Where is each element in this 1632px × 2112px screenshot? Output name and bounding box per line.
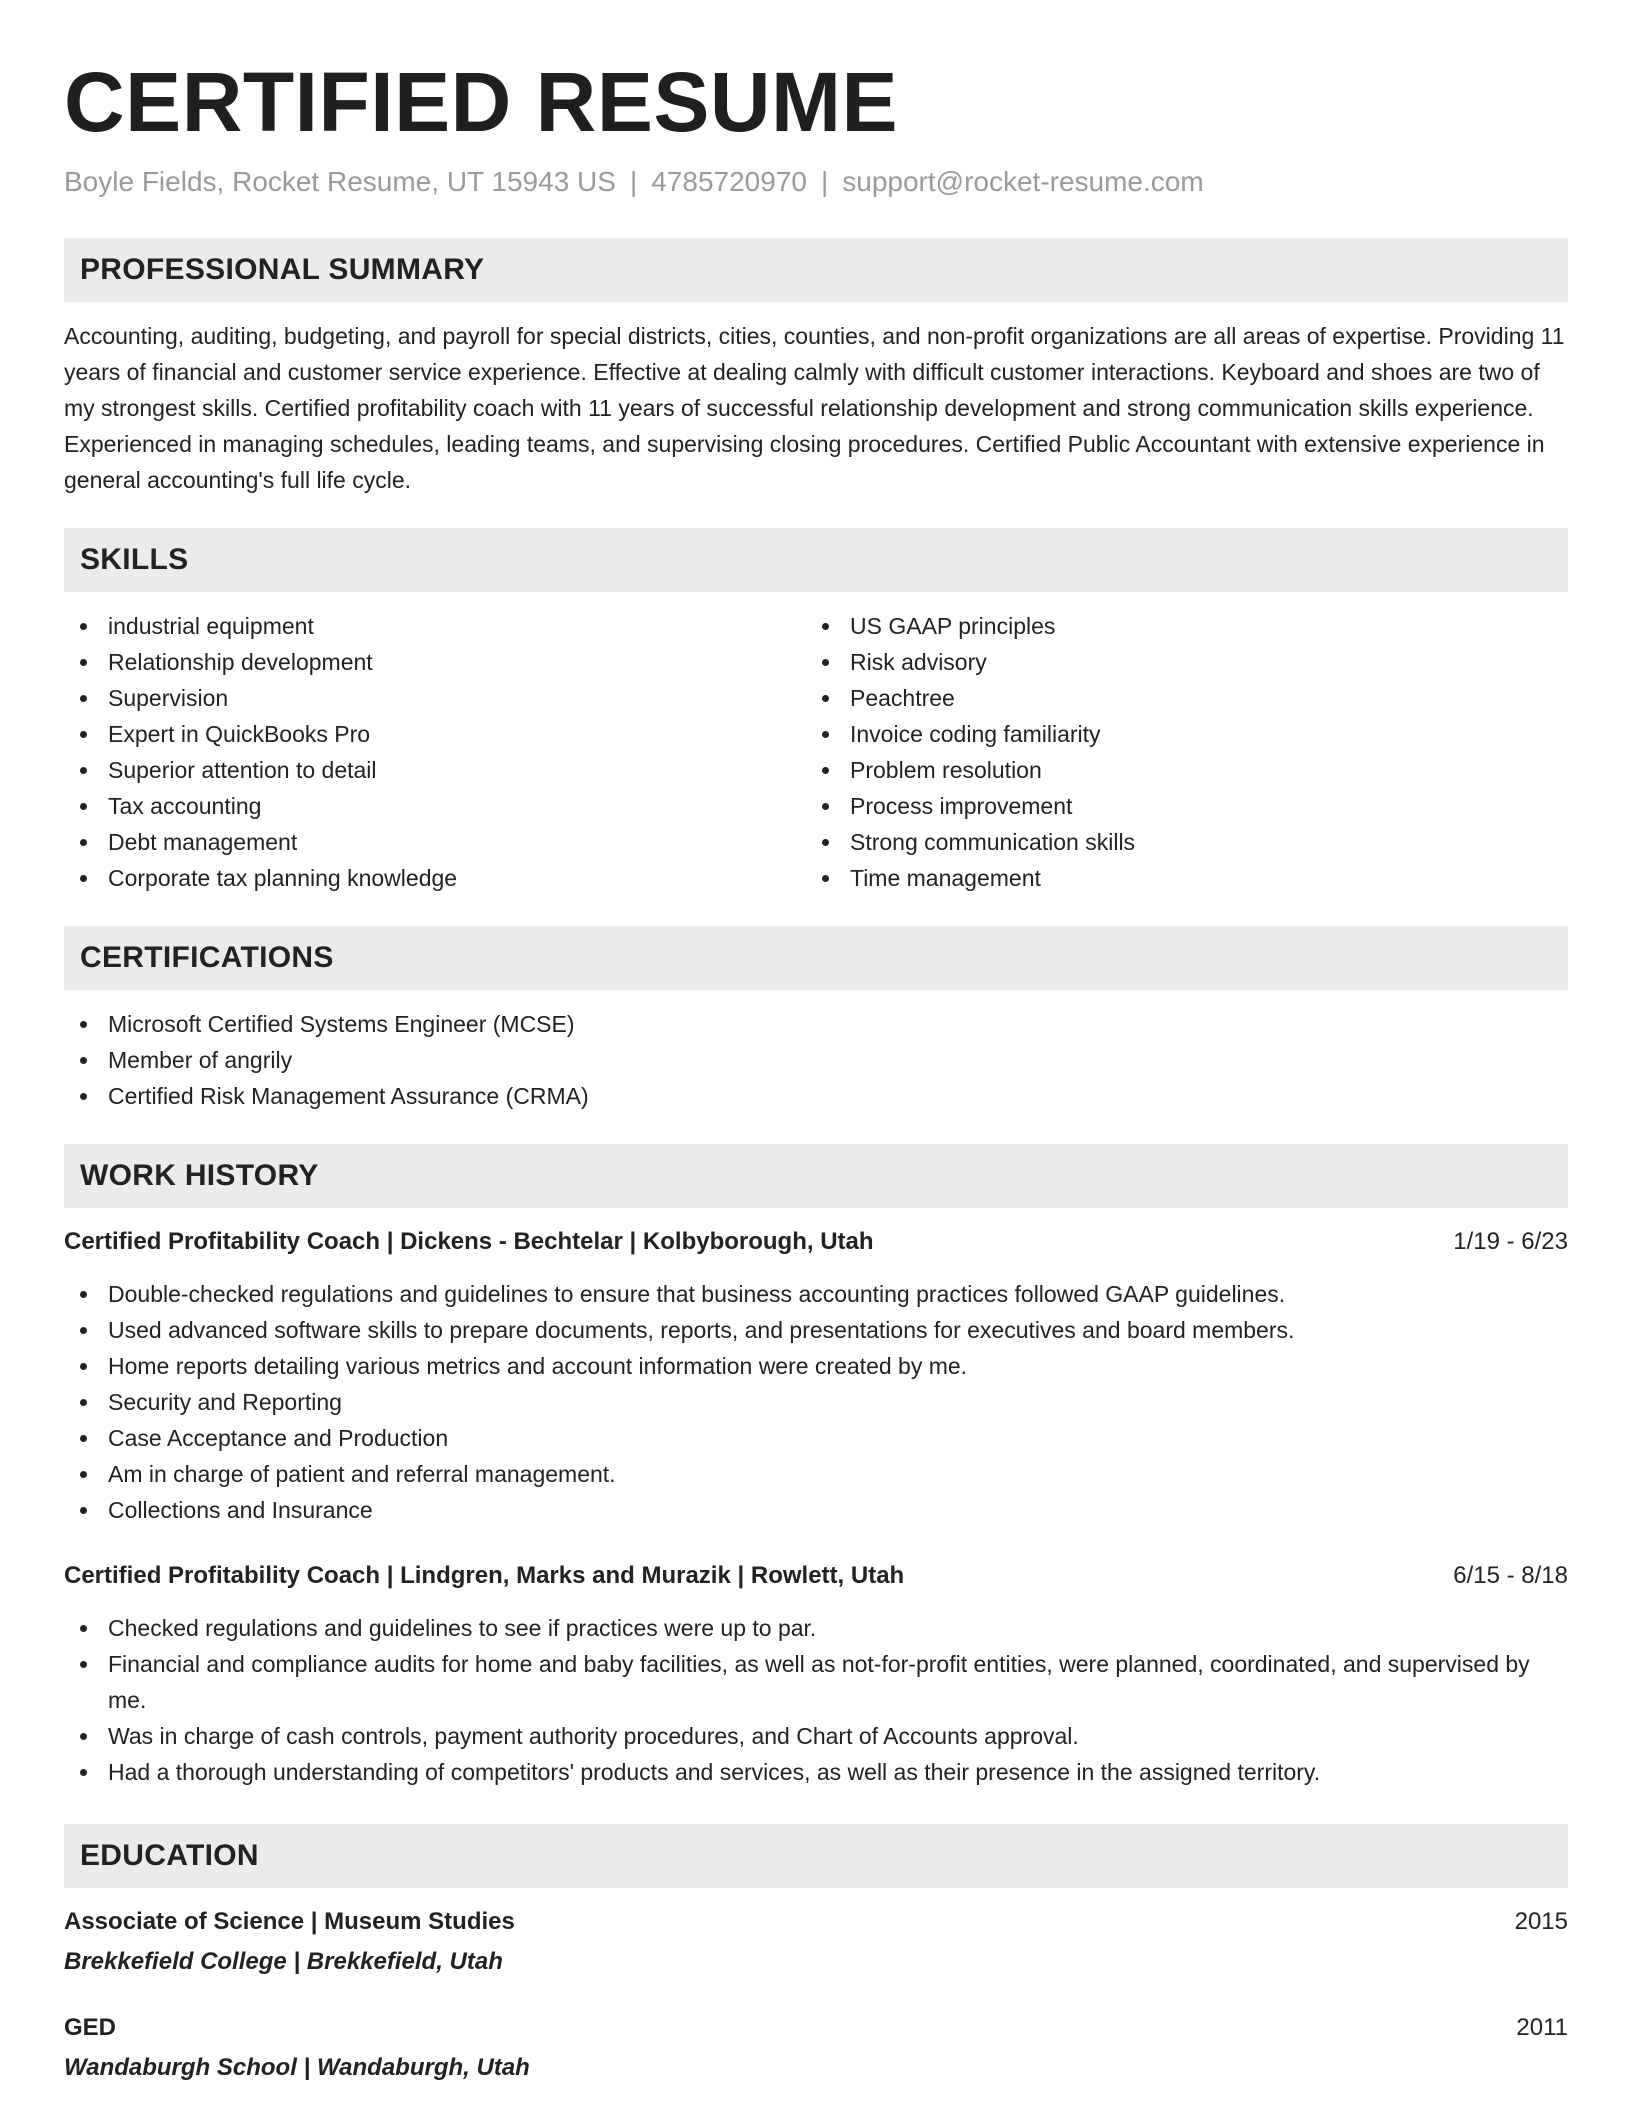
job-bullets bbox=[64, 1276, 1568, 1528]
job-title: Certified Profitability Coach | Dickens - Bechtelar | Kolbyborough, Utah bbox=[64, 1228, 874, 1255]
skill-item: Strong communication skills bbox=[806, 824, 1548, 860]
certification-item: Certified Risk Management Assurance (CRMA) bbox=[64, 1078, 1568, 1114]
skills-list-right bbox=[806, 608, 1548, 896]
job-dates: 1/19 - 6/23 bbox=[1453, 1228, 1568, 1255]
job-bullet: Had a thorough understanding of competitors' products and services, as well as their presence in the assigned territory. bbox=[64, 1754, 1568, 1790]
skill-item: Relationship development bbox=[64, 644, 806, 680]
education-degree: GED bbox=[64, 2014, 117, 2041]
job-dates: 6/15 - 8/18 bbox=[1453, 1562, 1568, 1589]
skill-item: Tax accounting bbox=[64, 788, 806, 824]
certification-item: Microsoft Certified Systems Engineer (MCSE) bbox=[64, 1006, 1568, 1042]
job-bullet: Collections and Insurance bbox=[64, 1492, 1568, 1528]
education-entry bbox=[64, 2010, 1568, 2046]
job-title: Certified Profitability Coach | Lindgren, Marks and Murazik | Rowlett, Utah bbox=[64, 1562, 905, 1589]
section-heading-skills: SKILLS bbox=[64, 528, 1568, 592]
skill-item: industrial equipment bbox=[64, 608, 806, 644]
job-bullet: Am in charge of patient and referral management. bbox=[64, 1456, 1568, 1492]
skill-item: Superior attention to detail bbox=[64, 752, 806, 788]
summary-text: Accounting, auditing, budgeting, and payroll for special districts, cities, counties, and non-profit organizations are all areas of expertise. Providing 11 years of financial and customer service experience. Effective at dealing calmly with difficult customer interactions. Keyboard and shoes are two of my strongest skills. Certified profitability coach with 11 years of successful relationship development and strong communication skills experience. Experienced in managing schedules, leading teams, and supervising closing procedures. Certified Public Accountant with extensive experience in general accounting's full life cycle. bbox=[64, 323, 1565, 493]
section-heading-certifications: CERTIFICATIONS bbox=[64, 926, 1568, 990]
job-bullet: Checked regulations and guidelines to see if practices were up to par. bbox=[64, 1610, 1568, 1646]
job-bullet: Security and Reporting bbox=[64, 1384, 1568, 1420]
contact-separator: | bbox=[629, 166, 638, 197]
job-bullet: Case Acceptance and Production bbox=[64, 1420, 1568, 1456]
skill-item: Time management bbox=[806, 860, 1548, 896]
education-school: Brekkefield College | Brekkefield, Utah bbox=[64, 1948, 503, 1975]
job-bullet: Was in charge of cash controls, payment authority procedures, and Chart of Accounts approval. bbox=[64, 1718, 1568, 1754]
skill-item: Invoice coding familiarity bbox=[806, 716, 1548, 752]
resume-name: CERTIFIED RESUME bbox=[64, 55, 899, 149]
skills-grid bbox=[64, 608, 1568, 896]
contact-address: Boyle Fields, Rocket Resume, UT 15943 US bbox=[64, 166, 616, 197]
job-bullet: Home reports detailing various metrics and account information were created by me. bbox=[64, 1348, 1568, 1384]
education-year: 2015 bbox=[1514, 1908, 1568, 1935]
education-school: Wandaburgh School | Wandaburgh, Utah bbox=[64, 2054, 530, 2081]
skill-item: Supervision bbox=[64, 680, 806, 716]
education-degree: Associate of Science | Museum Studies bbox=[64, 1908, 515, 1935]
contact-phone: 4785720970 bbox=[651, 166, 807, 197]
skill-item: Corporate tax planning knowledge bbox=[64, 860, 806, 896]
section-heading-summary: PROFESSIONAL SUMMARY bbox=[64, 238, 1568, 302]
education-year: 2011 bbox=[1516, 2014, 1568, 2041]
skill-item: Problem resolution bbox=[806, 752, 1548, 788]
job-bullet: Double-checked regulations and guidelines to ensure that business accounting practices followed GAAP guidelines. bbox=[64, 1276, 1568, 1312]
contact-email: support@rocket-resume.com bbox=[842, 166, 1204, 197]
section-heading-work: WORK HISTORY bbox=[64, 1144, 1568, 1208]
skill-item: US GAAP principles bbox=[806, 608, 1548, 644]
job-header bbox=[64, 1558, 1568, 1594]
skill-item: Process improvement bbox=[806, 788, 1548, 824]
section-heading-education: EDUCATION bbox=[64, 1824, 1568, 1888]
job-bullets bbox=[64, 1610, 1568, 1790]
skill-item: Risk advisory bbox=[806, 644, 1548, 680]
skill-item: Debt management bbox=[64, 824, 806, 860]
job-header bbox=[64, 1224, 1568, 1260]
skills-list-left bbox=[64, 608, 806, 896]
skill-item: Peachtree bbox=[806, 680, 1548, 716]
job-bullet: Financial and compliance audits for home and baby facilities, as well as not-for-profit entities, were planned, coordinated, and supervised by me. bbox=[64, 1646, 1568, 1718]
contact-separator: | bbox=[820, 166, 829, 197]
job-bullet: Used advanced software skills to prepare documents, reports, and presentations for executives and board members. bbox=[64, 1312, 1568, 1348]
skill-item: Expert in QuickBooks Pro bbox=[64, 716, 806, 752]
education-entry bbox=[64, 1904, 1568, 1940]
certifications-list bbox=[64, 1006, 1568, 1114]
certification-item: Member of angrily bbox=[64, 1042, 1568, 1078]
contact-line bbox=[64, 164, 1568, 200]
